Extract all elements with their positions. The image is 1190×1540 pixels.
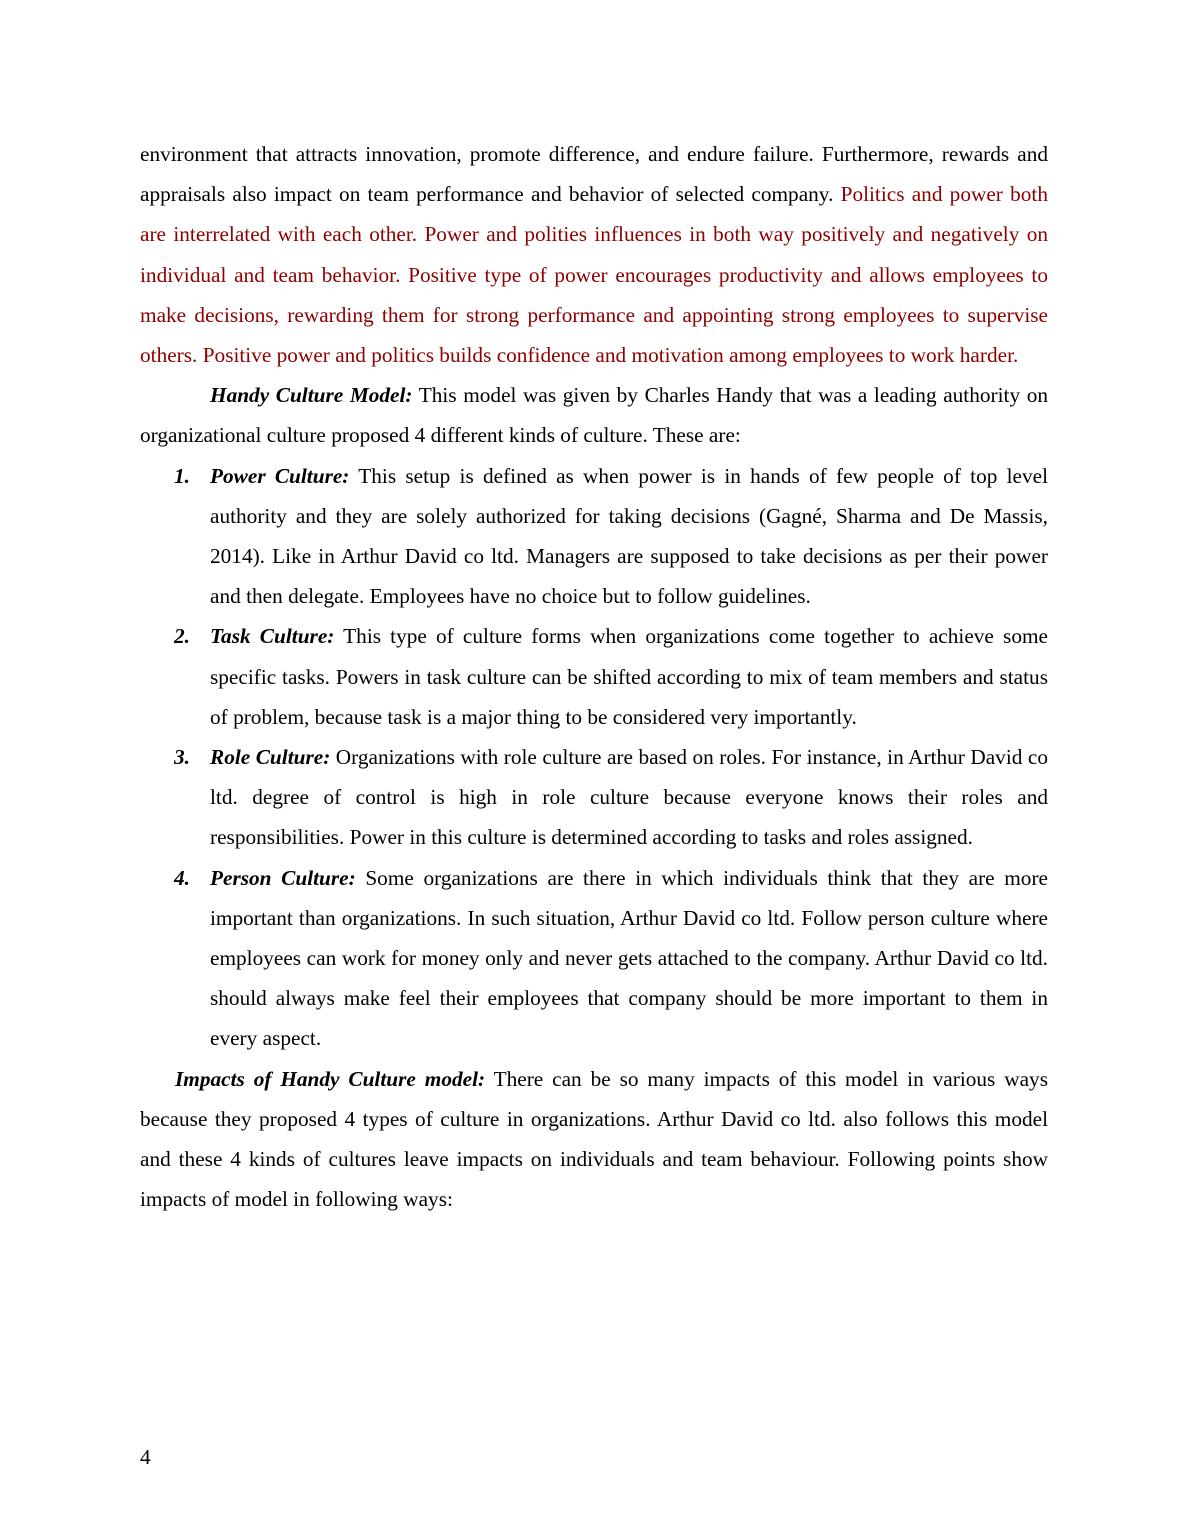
handy-model-text: This model was given by Charles Handy that was a leading authority on organizational culture proposed 4 different kinds of culture. These are: [140, 383, 1048, 448]
culture-text: Some organizations are there in which individuals think that they are more important than organizations. In such situation, Arthur David co ltd. Follow person culture where employees can work for money only and never gets attached to the company. Arthur David co ltd. should always make feel their employees that company should be more important to them in every aspect. [210, 865, 1048, 1051]
list-item-person-culture [140, 858, 1048, 1059]
paragraph-handy-model [140, 375, 1048, 455]
culture-term: Role Culture: [210, 745, 331, 770]
page-number: 4 [140, 1445, 151, 1469]
list-item-power-culture [140, 456, 1048, 617]
culture-text: This setup is defined as when power is in hands of few people of top level authority and they are solely authorized for taking decisions (Gagné, Sharma and De Massis, 2014). Like in Arthur David co ltd. Managers are supposed to take decisions as per their power and then delegate. Employees have no choice but to follow guidelines. [210, 463, 1048, 609]
list-number: 3. [174, 745, 190, 770]
culture-text: This type of culture forms when organizations come together to achieve some specific tasks. Powers in task culture can be shifted according to mix of team members and status of problem, because task is a major thing to be considered very importantly. [210, 624, 1048, 729]
culture-text: Organizations with role culture are based on roles. For instance, in Arthur David co ltd. degree of control is high in role culture because everyone knows their roles and responsibilities. Power in this culture is determined according to tasks and roles assigned. [210, 745, 1048, 850]
impacts-term: Impacts of Handy Culture model: [175, 1066, 486, 1091]
highlighted-red-text: Politics and power both are interrelated with each other. Power and polities influences in both way positively and negatively on individual and team behavior. Positive type of power encourages productivity and allows employees to make decisions, rewarding them for strong performance and appointing strong employees to supervise others. Positive power and politics builds confidence and motivation among employees to work harder. [140, 182, 1048, 368]
culture-term: Person Culture: [210, 865, 356, 890]
paragraph-politics-power [140, 134, 1048, 375]
list-number: 4. [174, 865, 190, 890]
paragraph-intro-text: environment that attracts innovation, promote difference, and endure failure. Furthermore, rewards and appraisals also impact on team performance and behavior of selected company. [140, 142, 1048, 207]
list-item-role-culture [140, 737, 1048, 858]
list-number: 1. [174, 463, 190, 488]
page-body [140, 134, 1048, 1219]
handy-model-term: Handy Culture Model: [210, 383, 413, 408]
culture-term: Power Culture: [210, 463, 350, 488]
impacts-text: There can be so many impacts of this model in various ways because they proposed 4 types of culture in organizations. Arthur David co ltd. also follows this model and these 4 kinds of cultures leave impacts on individuals and team behaviour. Following points show impacts of model in following ways: [140, 1066, 1048, 1212]
list-number: 2. [174, 624, 190, 649]
culture-list [140, 456, 1048, 1059]
culture-term: Task Culture: [210, 624, 335, 649]
paragraph-impacts [140, 1059, 1048, 1220]
list-item-task-culture [140, 616, 1048, 737]
